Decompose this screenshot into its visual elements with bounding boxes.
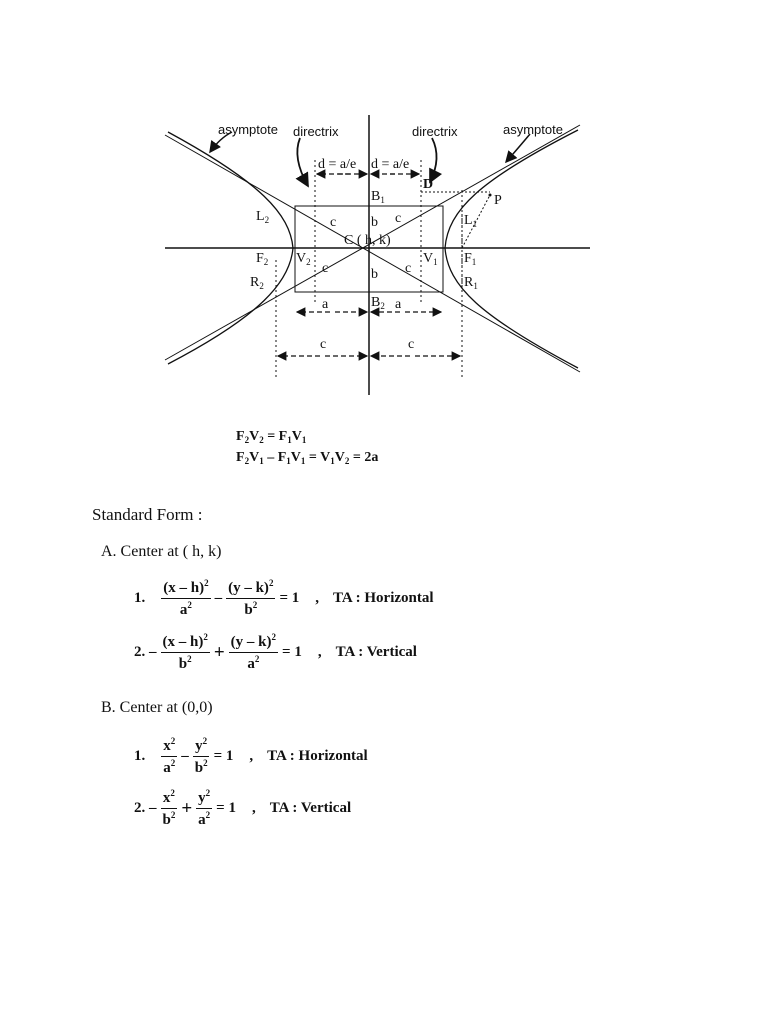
point-p [489,194,492,197]
fraction: $\frac{x^2}{a^2}$ [163,736,176,776]
label-p: P [494,193,502,208]
fraction: $\frac{y^2}{a^2}$ [198,788,211,828]
hyperbola-diagram [150,110,590,400]
section-b-title: B. Center at (0,0) [101,699,213,716]
label-d: D [423,177,434,192]
focal-relations [236,428,378,470]
relation-line-1: $F_2V_2 = F_1V_1$ [236,429,307,445]
label-asymptote-right: asymptote [503,122,563,137]
label-b-upper: b [371,215,378,230]
fraction: $\frac{(x - h)^2}{b^2}$ [162,632,208,672]
label-asymptote-left: asymptote [218,122,278,137]
label-directrix-left: directrix [293,124,339,139]
label-v1: $V_1$ [423,251,438,267]
label-f1: $F_1$ [464,251,477,267]
equation-b1: 1. $\frac{x^2}{a^2}$ – $\frac{y^2}{b^2}$ = 1 , TA : Horizontal [134,736,368,776]
fraction: $\frac{(x - h)^2}{a^2}$ [163,578,209,618]
label-l1: $L_1$ [464,213,478,229]
label-d-right: d = a/e [371,157,410,172]
label-a-right: a [395,297,402,312]
label-center: C ( h, k) [344,233,391,248]
equation-a1: 1. $\frac{(x - h)^2}{a^2}$ – $\frac{(y - k)^2}{b^2}$ = 1 , TA : Horizontal [134,578,434,618]
section-a-title: A. Center at ( h, k) [101,543,222,560]
label-l2: $L_2$ [256,209,270,225]
label-c-upper-left: c [330,215,337,230]
equation-b2: 2. – $\frac{x^2}{b^2}$ + $\frac{y^2}{a^2}$ = 1 , TA : Vertical [134,788,352,828]
directrix-pointer-left [297,138,308,186]
fraction: $\frac{(y - k)^2}{a^2}$ [230,632,277,672]
label-d-left: d = a/e [318,157,357,172]
fraction: $\frac{x^2}{b^2}$ [162,788,176,828]
label-c-bottom-right: c [408,337,415,352]
fraction: $\frac{y^2}{b^2}$ [194,736,208,776]
label-r1: $R_1$ [464,275,478,291]
hyperbola-branch-right [445,130,578,368]
label-b-lower: b [371,267,378,282]
equation-a2: 2. – $\frac{(x - h)^2}{b^2}$ + $\frac{(y - k)^2}{a^2}$ = 1 , TA : Vertical [134,632,417,672]
label-b2: $B_2$ [371,295,385,311]
label-c-lower-right: c [405,261,412,276]
directrix-pointer-right [430,138,437,182]
label-v2: $V_2$ [296,251,311,267]
label-directrix-right: directrix [412,124,458,139]
fraction: $\frac{(y - k)^2}{b^2}$ [228,578,274,618]
label-f2: $F_2$ [256,251,269,267]
label-a-left: a [322,297,329,312]
relation-line-2: $F_2V_1 - F_1V_1 = V_1V_2 = 2a$ [236,450,379,466]
label-c-lower-left: c [322,261,329,276]
label-r2: $R_2$ [250,275,264,291]
label-c-upper-right: c [395,211,402,226]
label-b1: $B_1$ [371,189,385,205]
standard-form-title: Standard Form : [92,505,203,524]
label-c-bottom-left: c [320,337,327,352]
